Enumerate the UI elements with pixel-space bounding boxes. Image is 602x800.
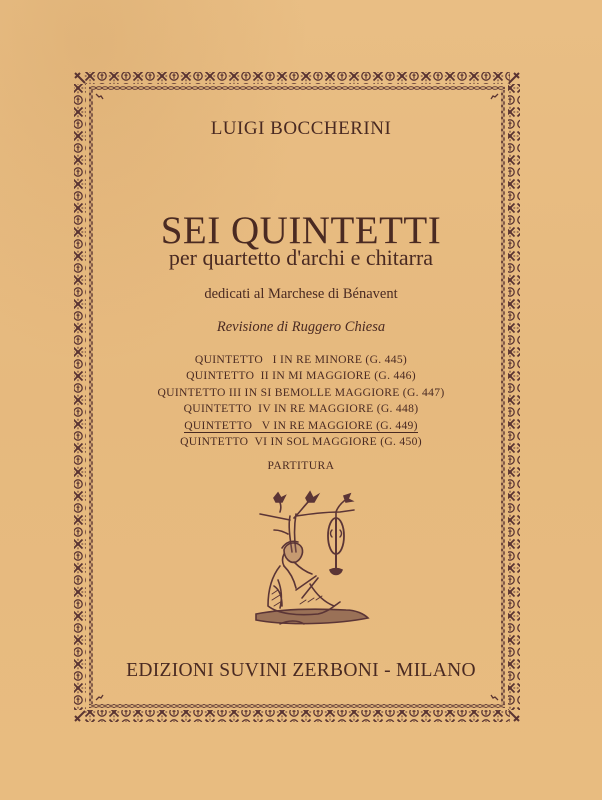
dedication: dedicati al Marchese di Bénavent	[204, 286, 398, 302]
woodcut-illustration	[250, 490, 372, 632]
work-item: QUINTETTO II IN MI MAGGIORE (G. 446)	[186, 369, 416, 383]
work-item: QUINTETTO I IN RE MINORE (G. 445)	[194, 353, 408, 366]
work-item: QUINTETTO IV IN RE MAGGIORE (G. 448)	[183, 402, 419, 416]
revision-credit: Revisione di Ruggero Chiesa	[216, 319, 386, 335]
work-item: QUINTETTO VI IN SOL MAGGIORE (G. 450)	[180, 434, 422, 448]
score-type: PARTITURA	[267, 459, 335, 472]
work-item: QUINTETTO III IN SI BEMOLLE MAGGIORE (G. 447)	[157, 385, 445, 399]
seated-musician-icon	[250, 490, 372, 632]
works-list	[0, 352, 602, 450]
work-item-underlined: QUINTETTO V IN RE MAGGIORE (G. 449)	[184, 418, 418, 432]
composer-name: LUIGI BOCCHERINI	[210, 118, 392, 139]
work-title: SEI QUINTETTI	[160, 209, 442, 252]
work-subtitle: per quartetto d'archi e chitarra	[168, 245, 434, 270]
publisher-name: EDIZIONI SUVINI ZERBONI - MILANO	[126, 660, 476, 681]
